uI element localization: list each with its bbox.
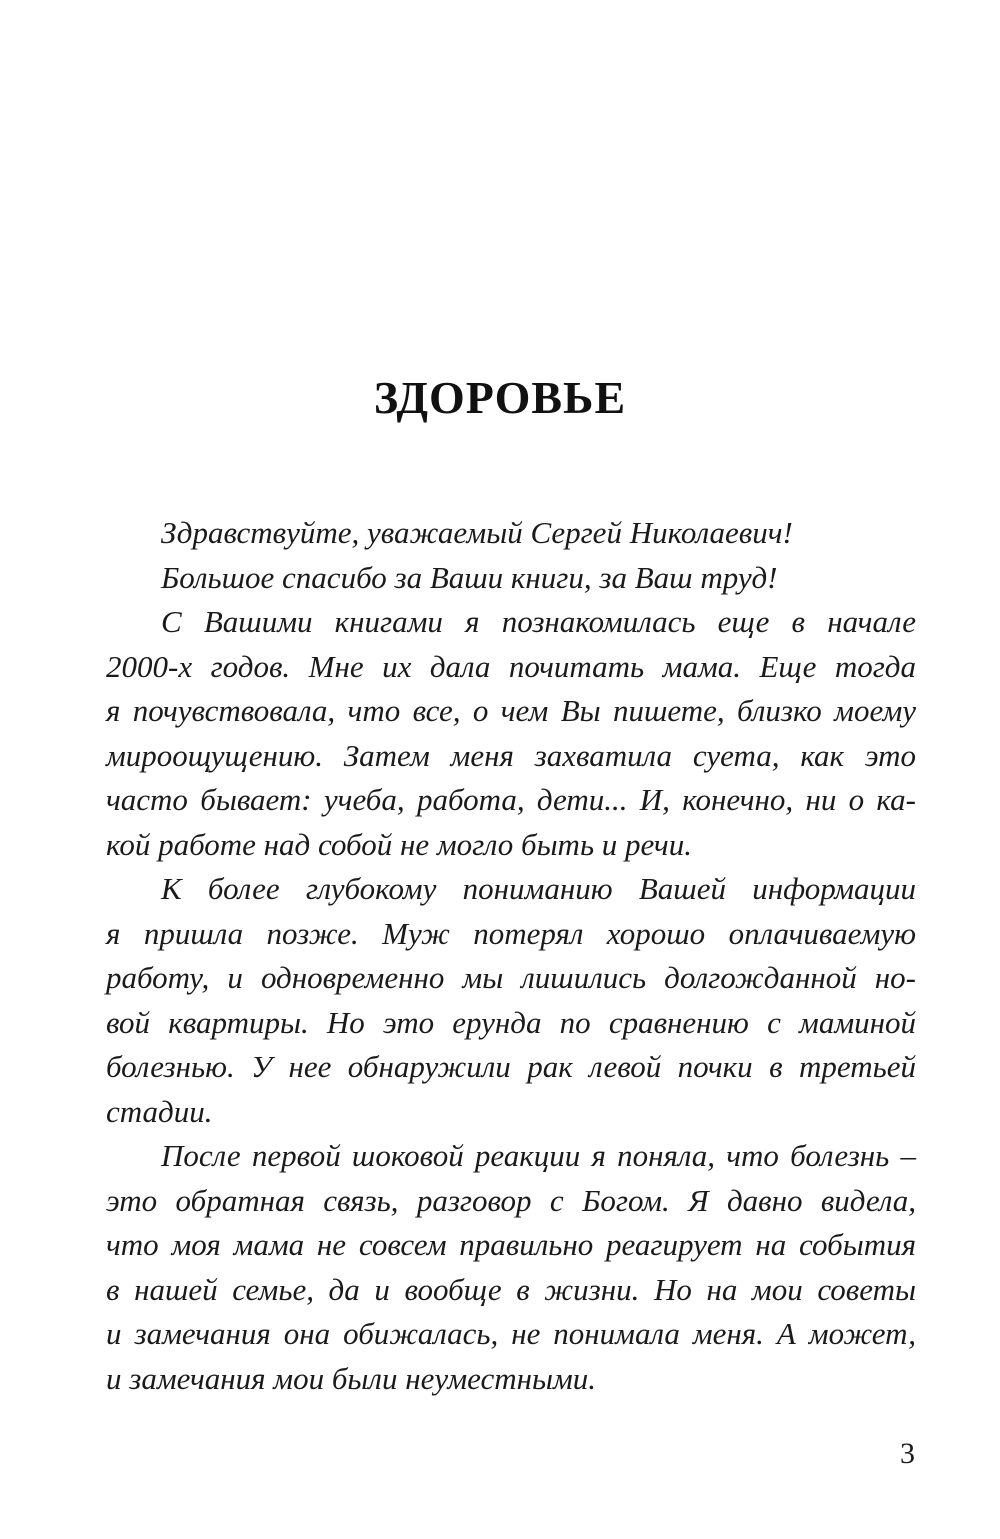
text-line: мироощущению. Затем меня захватила суета, как это bbox=[106, 737, 916, 773]
text-line: 2000-х годов. Мне их дала почитать мама. Еще тогда bbox=[106, 648, 916, 684]
text-line: что моя мама не совсем правильно реагирует на события bbox=[106, 1227, 916, 1262]
text-line: и замечания мои были неуместными. bbox=[106, 1360, 597, 1396]
text-line: в нашей семье, да и вообще в жизни. Но на мои советы bbox=[106, 1271, 916, 1307]
text-line: Большое спасибо за Ваши книги, за Ваш труд! bbox=[161, 559, 778, 595]
text-line: я пришла позже. Муж потерял хорошо оплачиваемую bbox=[106, 915, 916, 951]
text-line: я почувствовала, что все, о чем Вы пишете, близко моему bbox=[106, 693, 916, 728]
text-line: вой квартиры. Но это ерунда по сравнению с маминой bbox=[106, 1004, 916, 1040]
chapter-title: ЗДОРОВЬЕ bbox=[373, 372, 627, 423]
text-line: С Вашими книгами я познакомилась еще в начале bbox=[161, 604, 916, 639]
text-line: болезнью. У нее обнаружили рак левой почки в третьей bbox=[106, 1049, 916, 1084]
text-line: кой работе над собой не могло быть и речи. bbox=[106, 826, 692, 862]
text-line: это обратная связь, разговор с Богом. Я давно видела, bbox=[106, 1182, 916, 1218]
text-line: часто бывает: учеба, работа, дети... И, конечно, ни о ка- bbox=[106, 782, 916, 817]
body-text bbox=[106, 511, 916, 1401]
text-line: стадии. bbox=[106, 1093, 213, 1129]
page-number: 3 bbox=[900, 1437, 915, 1470]
text-line: К более глубокому пониманию Вашей информации bbox=[161, 871, 916, 906]
text-line: После первой шоковой реакции я поняла, что болезнь – bbox=[161, 1138, 916, 1173]
text-line: работу, и одновременно мы лишились долгожданной но- bbox=[106, 960, 916, 995]
text-line: и замечания она обижалась, не понимала меня. А может, bbox=[106, 1316, 916, 1351]
text-line: Здравствуйте, уважаемый Сергей Николаевич! bbox=[161, 515, 793, 550]
